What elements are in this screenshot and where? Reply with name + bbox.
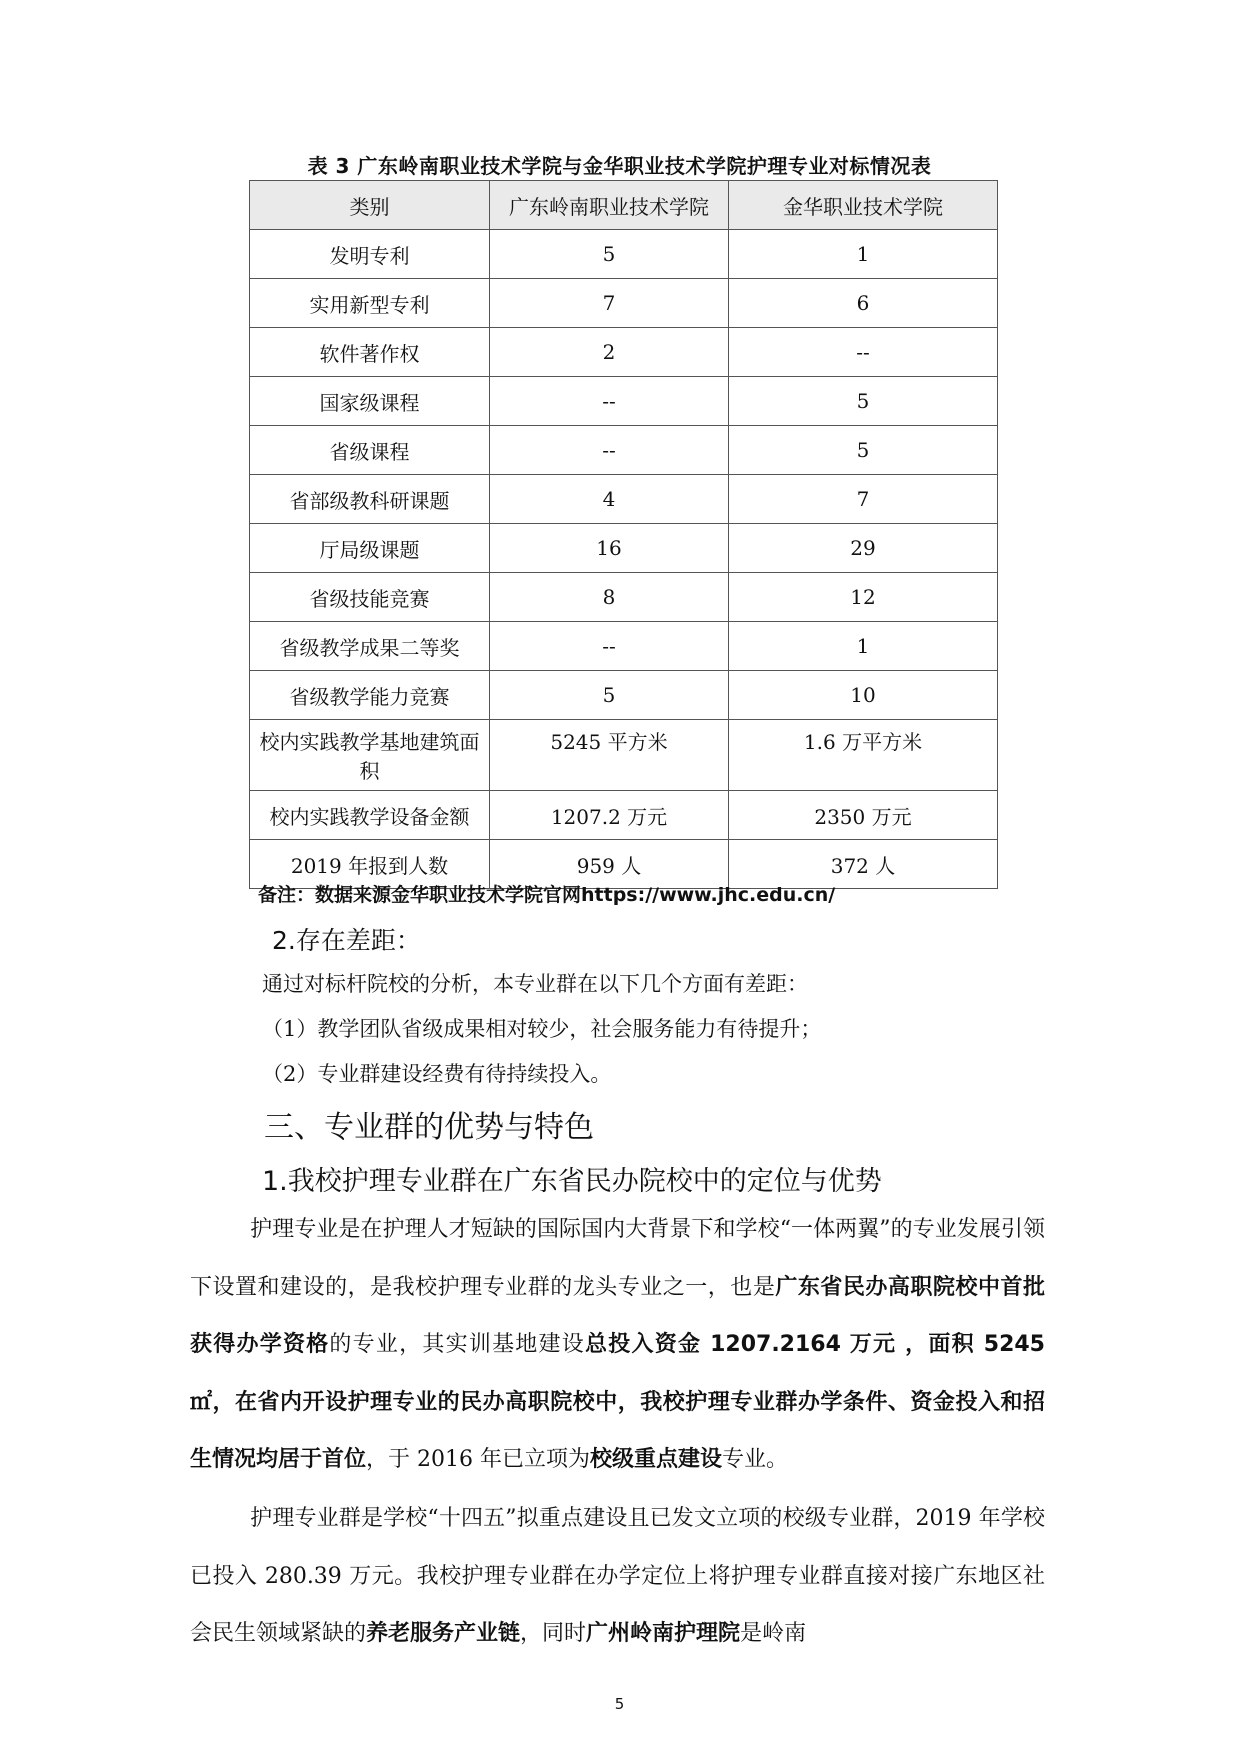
row-category: 2019 年报到人数 [250,840,490,889]
table-row [250,377,998,426]
row-jinhua-value: 1 [729,230,998,279]
row-category: 省级教学成果二等奖 [250,622,490,671]
row-category: 省级技能竞赛 [250,573,490,622]
table-row [250,671,998,720]
gap-intro: 通过对标杆院校的分析，本专业群在以下几个方面有差距： [262,972,808,996]
row-category: 软件著作权 [250,328,490,377]
para-text: 专业。 [722,1447,789,1472]
header-lingnan: 广东岭南职业技术学院 [490,181,729,230]
table-title: 表 3 广东岭南职业技术学院与金华职业技术学院护理专业对标情况表 [307,154,932,178]
header-category: 类别 [250,181,490,230]
table-row [250,426,998,475]
row-jinhua-value: 1.6 万平方米 [729,720,998,791]
para-bold: 广东省民办高职院校中首批获得办学资格 [190,1274,1045,1357]
para-text: 护理专业群是学校“十四五”拟重点建设且已发文立项的校级专业群，2019 年学校已投入 280.39 万元。我校护理专业群在办学定位上将护理专业群直接对接广东地区社会民生领域紧缺的 [190,1506,1045,1646]
row-lingnan-value: 5245 平方米 [490,720,729,791]
para-text: 的专业，其实训基地建设 [329,1332,586,1357]
row-jinhua-value: 2350 万元 [729,791,998,840]
row-jinhua-value: 6 [729,279,998,328]
table-header-row [250,181,998,230]
row-lingnan-value: 959 人 [490,840,729,889]
row-category: 省级课程 [250,426,490,475]
row-lingnan-value: -- [490,426,729,475]
row-lingnan-value: 1207.2 万元 [490,791,729,840]
row-jinhua-value: 29 [729,524,998,573]
table-row [250,622,998,671]
para-text: ，同时 [520,1621,587,1646]
table-row [250,791,998,840]
subsection-heading: 1.我校护理专业群在广东省民办院校中的定位与优势 [262,1166,882,1197]
row-lingnan-value: 5 [490,671,729,720]
table-row [250,230,998,279]
row-lingnan-value: -- [490,622,729,671]
row-jinhua-value: 1 [729,622,998,671]
row-jinhua-value: -- [729,328,998,377]
gap-heading: 2.存在差距： [272,926,421,955]
para-bold: 校级重点建设 [590,1447,723,1472]
row-category: 厅局级课题 [250,524,490,573]
row-category: 实用新型专利 [250,279,490,328]
row-lingnan-value: 8 [490,573,729,622]
header-jinhua: 金华职业技术学院 [729,181,998,230]
row-jinhua-value: 372 人 [729,840,998,889]
row-lingnan-value: -- [490,377,729,426]
para-bold: 广州岭南护理院 [586,1621,741,1646]
row-category: 国家级课程 [250,377,490,426]
row-lingnan-value: 5 [490,230,729,279]
row-category: 省级教学能力竞赛 [250,671,490,720]
row-jinhua-value: 7 [729,475,998,524]
row-jinhua-value: 12 [729,573,998,622]
row-lingnan-value: 2 [490,328,729,377]
row-category: 发明专利 [250,230,490,279]
row-category: 省部级教科研课题 [250,475,490,524]
para-text: ，于 2016 年已立项为 [366,1447,590,1472]
para-bold: 总投入资金 1207.2164 万元 ，面积 5245㎡，在省内开设护理专业的民办高职院校中，我校护理专业群办学条件、资金投入和招生情况均居于首位 [190,1332,1045,1472]
table-row [250,328,998,377]
gap-item-1: （1）教学团队省级成果相对较少，社会服务能力有待提升； [262,1017,822,1041]
page-number: 5 [614,1695,625,1713]
row-lingnan-value: 16 [490,524,729,573]
table-row [250,573,998,622]
paragraph-major-group [190,1490,1045,1663]
para-bold: 养老服务产业链 [366,1621,521,1646]
para-text: 护理专业是在护理人才短缺的国际国内大背景下和学校“一体两翼”的专业发展引领下设置和建设的，是我校护理专业群的龙头专业之一，也是 [190,1217,1045,1300]
benchmark-table [249,180,998,889]
table-row [250,720,998,791]
paragraph-nursing-major [190,1201,1045,1489]
row-jinhua-value: 5 [729,426,998,475]
gap-item-2: （2）专业群建设经费有待持续投入。 [262,1062,612,1086]
table-row [250,279,998,328]
row-category: 校内实践教学基地建筑面积 [250,720,490,791]
table-row [250,475,998,524]
row-jinhua-value: 5 [729,377,998,426]
row-lingnan-value: 4 [490,475,729,524]
section-heading: 三、专业群的优势与特色 [264,1110,594,1145]
para-text: 是岭南 [740,1621,807,1646]
row-category: 校内实践教学设备金额 [250,791,490,840]
row-lingnan-value: 7 [490,279,729,328]
row-jinhua-value: 10 [729,671,998,720]
table-note: 备注：数据来源金华职业技术学院官网https://www.jhc.edu.cn/ [258,884,836,906]
table-row [250,524,998,573]
